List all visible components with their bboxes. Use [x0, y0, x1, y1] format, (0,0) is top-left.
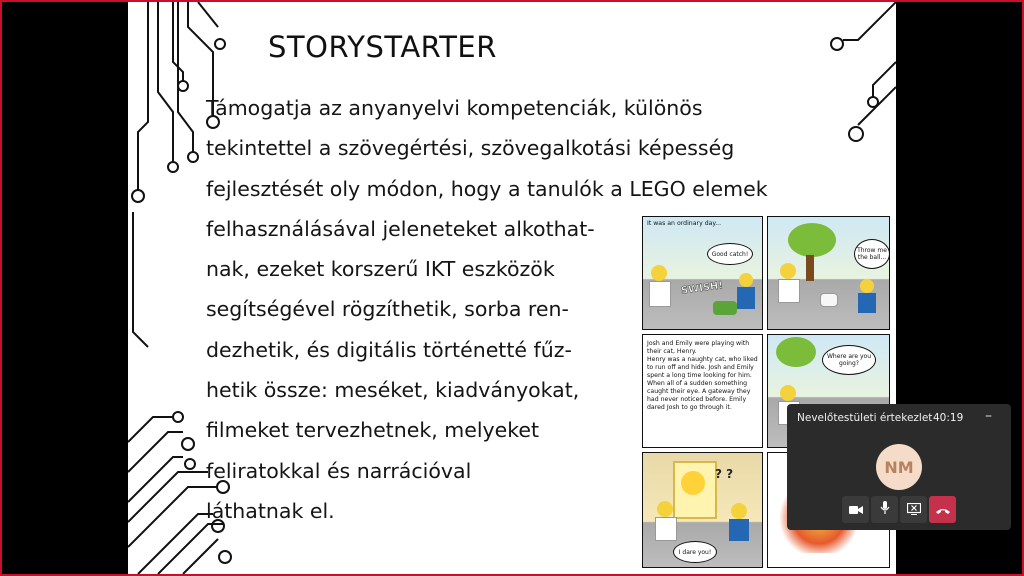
comic-panel-3 — [642, 334, 763, 448]
meeting-call-window[interactable] — [787, 404, 1011, 530]
lego-tree — [788, 223, 836, 257]
lego-figure — [737, 287, 755, 309]
body-line: feliratokkal és narrációval — [206, 458, 472, 483]
body-line: láthatnak el. — [206, 498, 335, 523]
lego-figure — [649, 281, 671, 307]
panel4-speech-bubble — [822, 345, 876, 375]
comic-panel-2 — [767, 216, 890, 330]
narration-line: Henry was a naughty cat, who liked — [647, 356, 758, 363]
panel4-bubble-line: Where are you — [827, 353, 871, 360]
narration-line: caught their eye. A gateway they — [647, 388, 751, 395]
panel1-speech-bubble: Good catch! — [707, 243, 753, 265]
body-line: hetik össze: meséket, kiadványokat, — [206, 378, 580, 403]
video-camera-icon — [849, 500, 863, 519]
narration-line: dared Josh to go through it. — [647, 404, 732, 411]
minimize-button[interactable]: – — [985, 408, 992, 424]
panel2-bubble-line: the ball... — [857, 254, 887, 261]
lego-figure — [651, 265, 667, 281]
presentation-slide — [128, 2, 896, 574]
lego-figure — [780, 385, 796, 401]
lego-figure — [780, 263, 796, 279]
comic-panel-5 — [642, 452, 763, 568]
panel4-bubble-line: going? — [839, 360, 859, 367]
lego-plant — [713, 301, 737, 315]
lego-tree-trunk — [806, 255, 814, 281]
lego-figure — [860, 279, 874, 293]
narration-line: Josh and Emily were playing with — [647, 340, 750, 347]
lego-figure — [858, 293, 876, 313]
body-line: segítségével rögzíthetik, sorba ren- — [206, 297, 569, 322]
lego-figure — [778, 279, 800, 303]
hang-up-button[interactable] — [929, 496, 956, 523]
narration-line: their cat, Henry. — [647, 348, 697, 355]
panel1-caption: It was an ordinary day... — [647, 220, 722, 227]
panel1-sfx: SWISH! — [680, 280, 724, 297]
microphone-icon — [880, 500, 890, 519]
body-line: fejlesztését oly módon, hogy a tanulók a LEGO elemek — [206, 176, 768, 201]
meeting-title: Nevelőtestületi értekezlet — [797, 412, 933, 424]
meeting-timer: 40:19 — [933, 412, 964, 424]
camera-button[interactable] — [842, 496, 869, 523]
stop-share-button[interactable] — [900, 496, 927, 523]
lego-figure — [655, 517, 677, 541]
panel3-narration — [647, 340, 761, 412]
comic-panel-1 — [642, 216, 763, 330]
body-line: Támogatja az anyanyelvi kompetenciák, különös — [206, 96, 703, 120]
lego-figure — [731, 503, 747, 519]
body-line: felhasználásával jeleneteket alkothat- — [206, 216, 595, 241]
avatar: NM — [876, 444, 922, 490]
microphone-button[interactable] — [871, 496, 898, 523]
body-line: filmeket tervezhetnek, melyeket — [206, 418, 540, 443]
panel2-speech-bubble — [854, 239, 890, 269]
lego-tree — [776, 337, 816, 367]
body-line: tekintettel a szövegértési, szövegalkotási képesség — [206, 136, 735, 161]
lego-figure — [657, 501, 673, 517]
panel5-question-marks: ? ? — [715, 467, 734, 481]
narration-line: had never noticed before. Emily — [647, 396, 747, 403]
narration-line: to run off and hide. Josh and Emily — [647, 364, 754, 371]
panel2-bubble-line: Throw me — [857, 247, 887, 254]
lego-figure — [739, 273, 753, 287]
narration-line: spent a long time looking for him. — [647, 372, 752, 379]
body-line: dezhetik, és digitális történetté fűz- — [206, 337, 572, 362]
slide-title: STORYSTARTER — [268, 30, 497, 64]
lego-cat — [820, 293, 838, 307]
panel5-speech-bubble: I dare you! — [673, 541, 717, 563]
screen-share-stop-icon — [907, 500, 921, 519]
phone-hangup-icon — [935, 500, 951, 519]
body-line: nak, ezeket korszerű IKT eszközök — [206, 257, 555, 282]
lego-gateway-glow — [681, 471, 705, 495]
lego-figure — [729, 519, 749, 541]
narration-line: When all of a sudden something — [647, 380, 748, 387]
